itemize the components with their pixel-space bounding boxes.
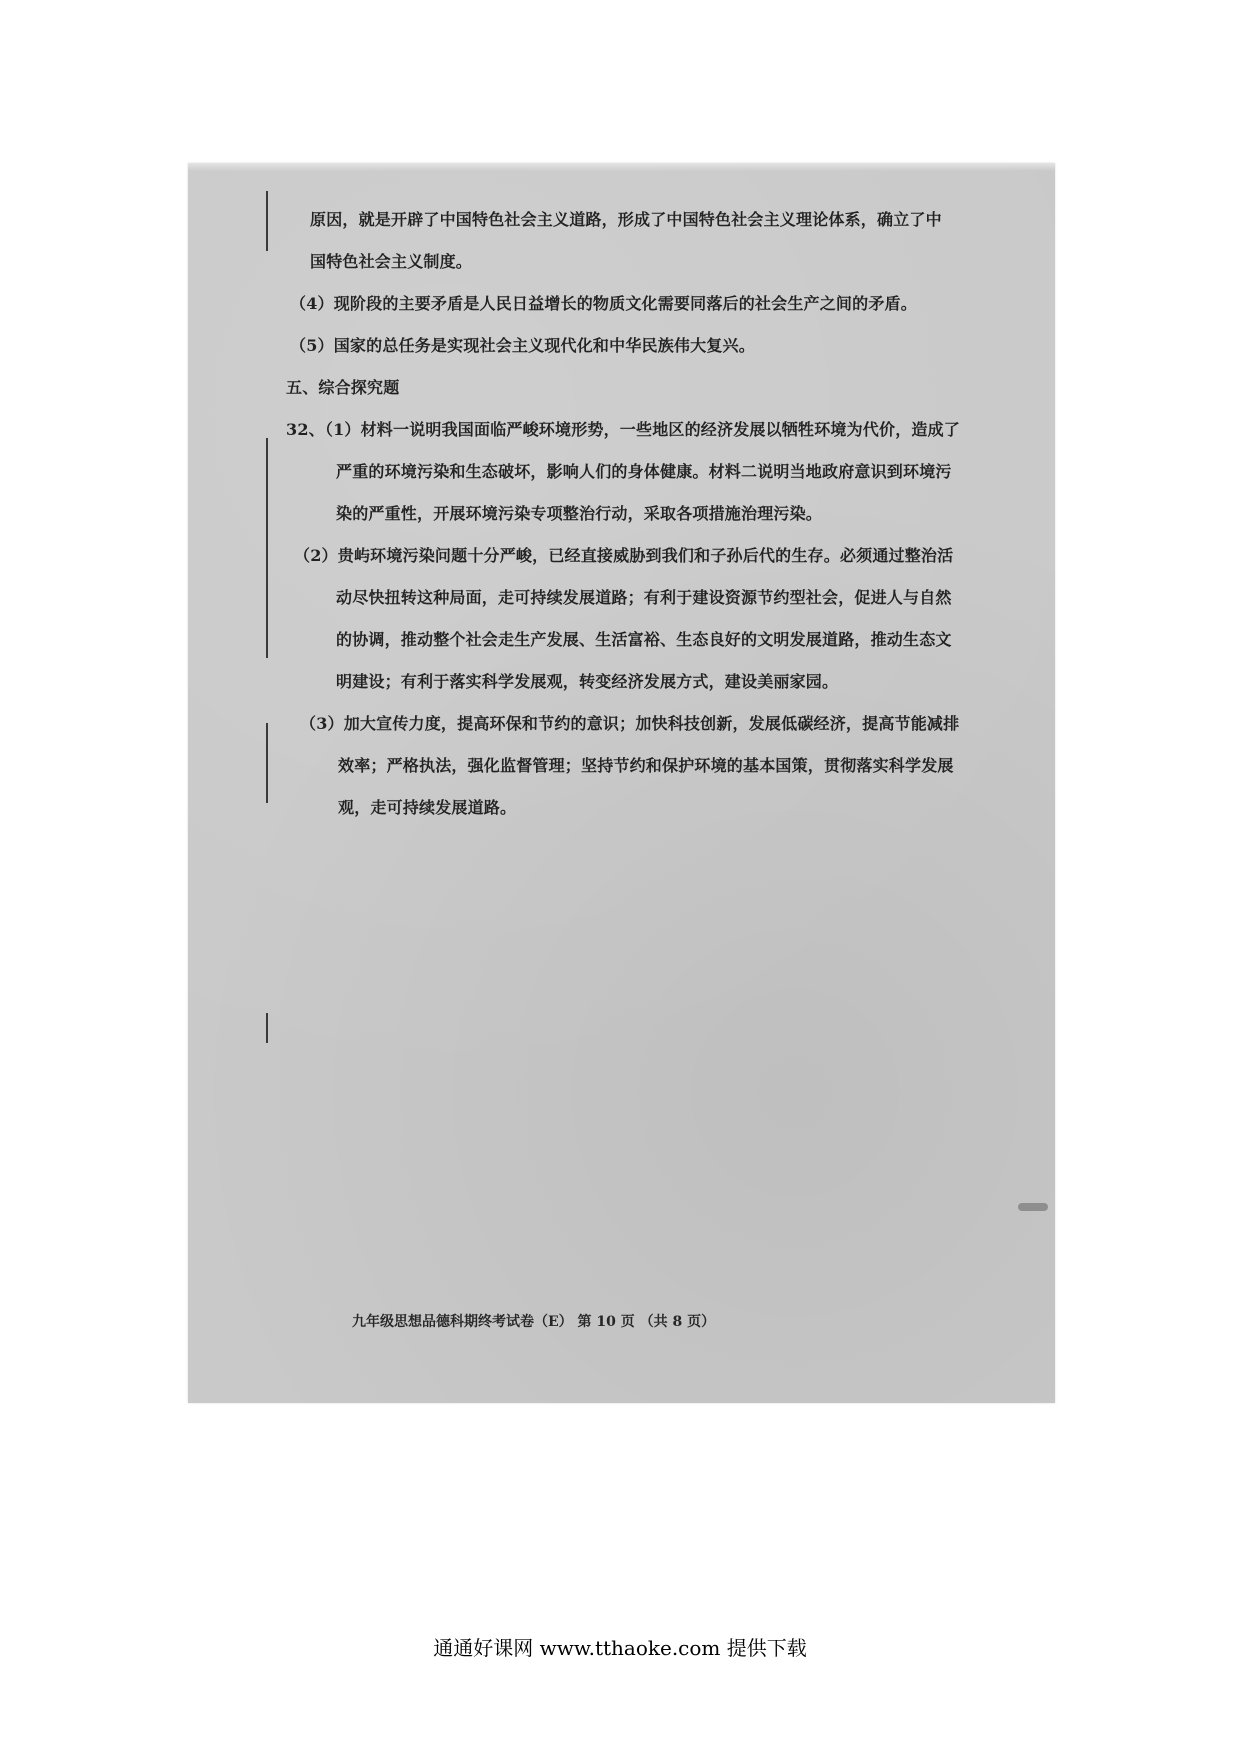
answer-text-line: 观，走可持续发展道路。 xyxy=(338,798,517,817)
margin-rule xyxy=(266,438,268,658)
answer-text-line: 国特色社会主义制度。 xyxy=(310,252,473,271)
answer-item-5: （5）国家的总任务是实现社会主义现代化和中华民族伟大复兴。 xyxy=(290,336,755,355)
question-32-part-2: （2）贵屿环境污染问题十分严峻，已经直接威胁到我们和子孙后代的生存。必须通过整治活 xyxy=(294,546,954,565)
paper-top-edge xyxy=(188,163,1055,171)
answer-text-line: 效率；严格执法，强化监督管理；坚持节约和保护环境的基本国策，贯彻落实科学发展 xyxy=(338,756,954,775)
question-32-part-3: （3）加大宣传力度，提高环保和节约的意识；加快科技创新，发展低碳经济，提高节能减排 xyxy=(300,714,960,733)
answer-text-line: 动尽快扭转这种局面，走可持续发展道路；有利于建设资源节约型社会，促进人与自然 xyxy=(336,588,952,607)
answer-text-line: 的协调，推动整个社会走生产发展、生活富裕、生态良好的文明发展道路，推动生态文 xyxy=(336,630,952,649)
margin-rule xyxy=(266,191,268,251)
answer-text-line: 染的严重性，开展环境污染专项整治行动，采取各项措施治理污染。 xyxy=(336,504,823,523)
answer-item-4: （4）现阶段的主要矛盾是人民日益增长的物质文化需要同落后的社会生产之间的矛盾。 xyxy=(290,294,917,313)
scanned-answer-page xyxy=(188,163,1055,1403)
margin-rule xyxy=(266,1013,268,1043)
margin-rule xyxy=(266,723,268,803)
section-heading: 五、综合探究题 xyxy=(286,378,400,397)
answer-text-line: 严重的环境污染和生态破坏，影响人们的身体健康。材料二说明当地政府意识到环境污 xyxy=(336,462,952,481)
page-footer: 九年级思想品德科期终考试卷（E） 第 10 页 （共 8 页） xyxy=(352,1314,716,1330)
question-32-part-1: 32、（1）材料一说明我国面临严峻环境形势，一些地区的经济发展以牺牲环境为代价，造成了 xyxy=(286,420,960,439)
scan-smudge xyxy=(1018,1203,1048,1211)
download-source-note: 通通好课网 www.tthaoke.com 提供下载 xyxy=(433,1636,807,1660)
answer-text-line: 明建设；有利于落实科学发展观，转变经济发展方式，建设美丽家园。 xyxy=(336,672,839,691)
answer-text-line: 原因，就是开辟了中国特色社会主义道路，形成了中国特色社会主义理论体系，确立了中 xyxy=(310,210,942,229)
